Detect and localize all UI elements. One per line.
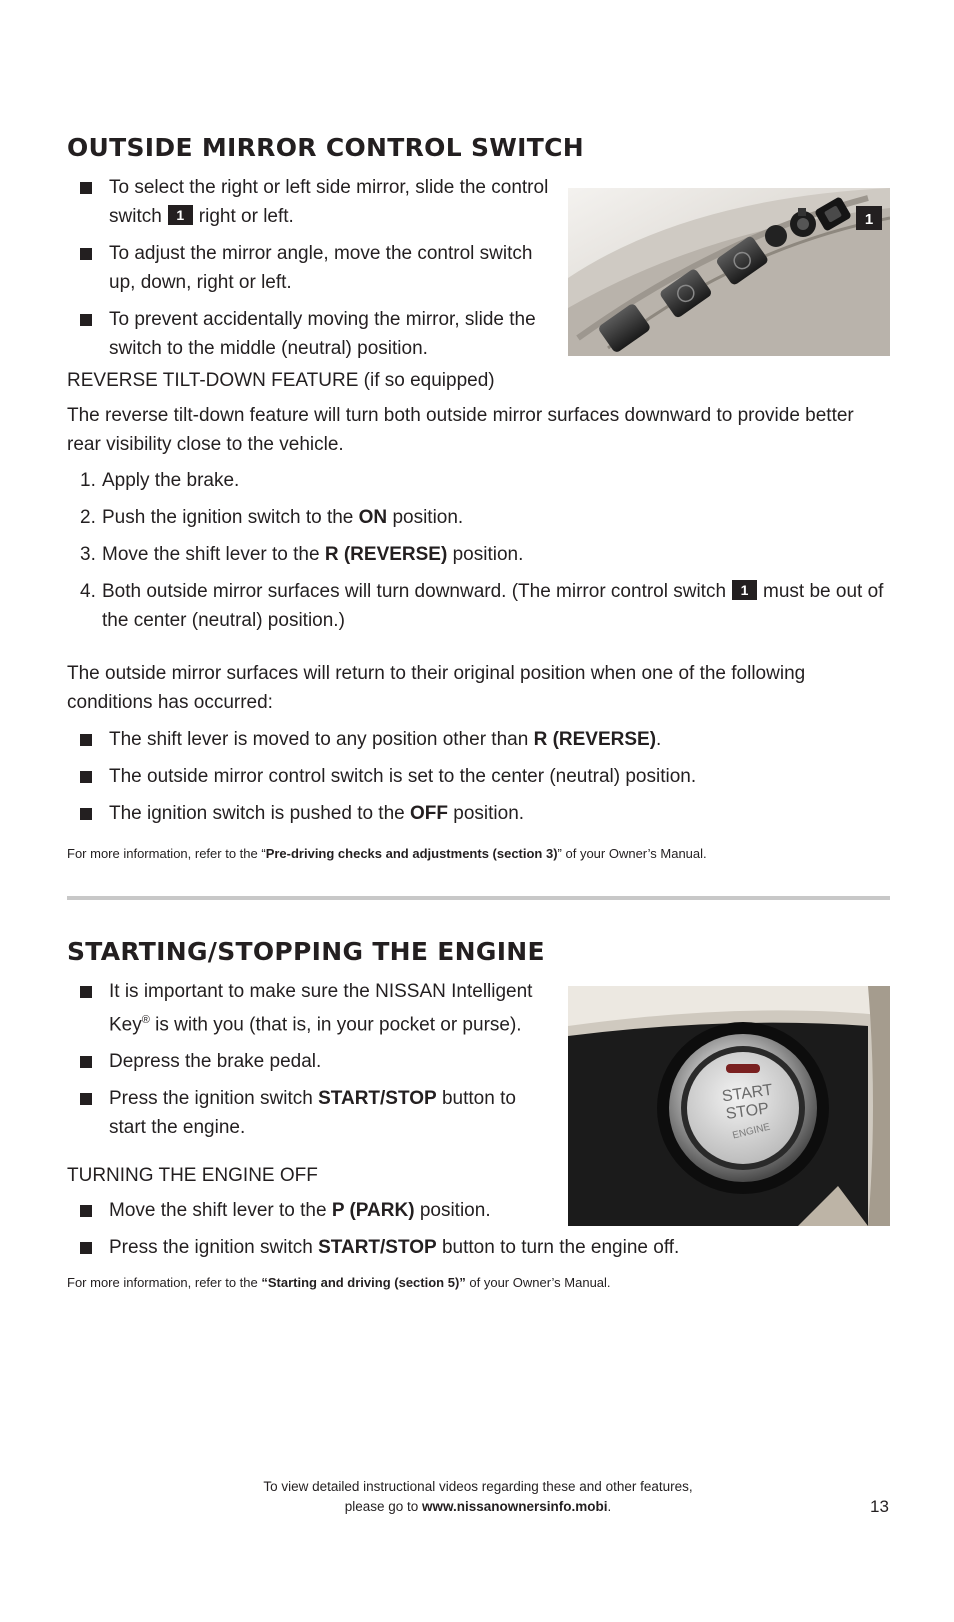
list-item: To adjust the mirror angle, move the control switch up, down, right or left. xyxy=(78,239,558,297)
footer-line-2: please go to www.nissanownersinfo.mobi. xyxy=(344,1499,612,1514)
list-item: 3. Move the shift lever to the R (REVERSE) position. xyxy=(80,544,524,565)
list-item: Move the shift lever to the P (PARK) position. xyxy=(78,1196,878,1225)
owners-manual-reference: For more information, refer to the “Starting and driving (section 5)” of your Owner’s Manual. xyxy=(67,1275,611,1290)
tilt-down-steps xyxy=(80,466,890,643)
return-conditions-list xyxy=(78,725,878,836)
tilt-down-intro: The reverse tilt-down feature will turn both outside mirror surfaces downward to provide better rear visibility close to the vehicle. xyxy=(67,405,854,455)
list-item: Depress the brake pedal. xyxy=(78,1047,558,1076)
list-item: 1. Apply the brake. xyxy=(80,470,240,491)
list-item: To select the right or left side mirror, slide the control switch 1 right or left. xyxy=(78,173,558,231)
section-heading-mirror: OUTSIDE MIRROR CONTROL SWITCH xyxy=(67,133,584,162)
subheading-tilt-down: REVERSE TILT-DOWN FEATURE (if so equipped) xyxy=(67,370,495,391)
start-label: START xyxy=(720,1081,774,1106)
engine-label: ENGINE xyxy=(731,1121,772,1142)
list-item: 4. Both outside mirror surfaces will turn downward. (The mirror control switch 1 must be out of the center (neutral) position.) xyxy=(80,581,884,631)
list-item: The outside mirror control switch is set to the center (neutral) position. xyxy=(78,762,878,791)
list-item: The ignition switch is pushed to the OFF position. xyxy=(78,799,878,828)
door-panel-switches-illustration xyxy=(568,188,890,356)
page-number: 13 xyxy=(870,1497,889,1516)
list-item: To prevent accidentally moving the mirror, slide the switch to the middle (neutral) position. xyxy=(78,305,558,363)
subheading-engine-off: TURNING THE ENGINE OFF xyxy=(67,1165,318,1186)
footer-website-link[interactable]: www.nissanownersinfo.mobi xyxy=(422,1499,608,1514)
engine-off-bullet-list xyxy=(78,1196,878,1270)
start-stop-button-photo xyxy=(568,986,890,1226)
owners-manual-reference: For more information, refer to the “Pre-driving checks and adjustments (section 3)” of your Owner’s Manual. xyxy=(67,846,707,861)
mirror-bullet-list xyxy=(78,173,558,371)
image-callout-badge: 1 xyxy=(864,211,874,228)
section-heading-engine: STARTING/STOPPING THE ENGINE xyxy=(67,937,545,966)
mirror-switch-photo xyxy=(568,188,890,356)
stop-label: STOP xyxy=(724,1100,770,1123)
callout-badge: 1 xyxy=(168,205,193,225)
list-item: 2. Push the ignition switch to the ON position. xyxy=(80,507,464,528)
list-item: Press the ignition switch START/STOP button to start the engine. xyxy=(78,1084,558,1142)
section-divider xyxy=(67,896,890,900)
list-item: Press the ignition switch START/STOP button to turn the engine off. xyxy=(78,1233,878,1262)
footer-line-1: To view detailed instructional videos regarding these and other features, xyxy=(263,1479,693,1494)
list-item: It is important to make sure the NISSAN Intelligent Key® is with you (that is, in your pocket or purse). xyxy=(78,977,558,1039)
list-item: The shift lever is moved to any position other than R (REVERSE). xyxy=(78,725,878,754)
start-stop-illustration xyxy=(568,986,890,1226)
engine-start-bullet-list xyxy=(78,977,558,1150)
return-conditions-intro: The outside mirror surfaces will return to their original position when one of the following conditions has occurred: xyxy=(67,663,806,713)
callout-badge: 1 xyxy=(732,580,757,600)
